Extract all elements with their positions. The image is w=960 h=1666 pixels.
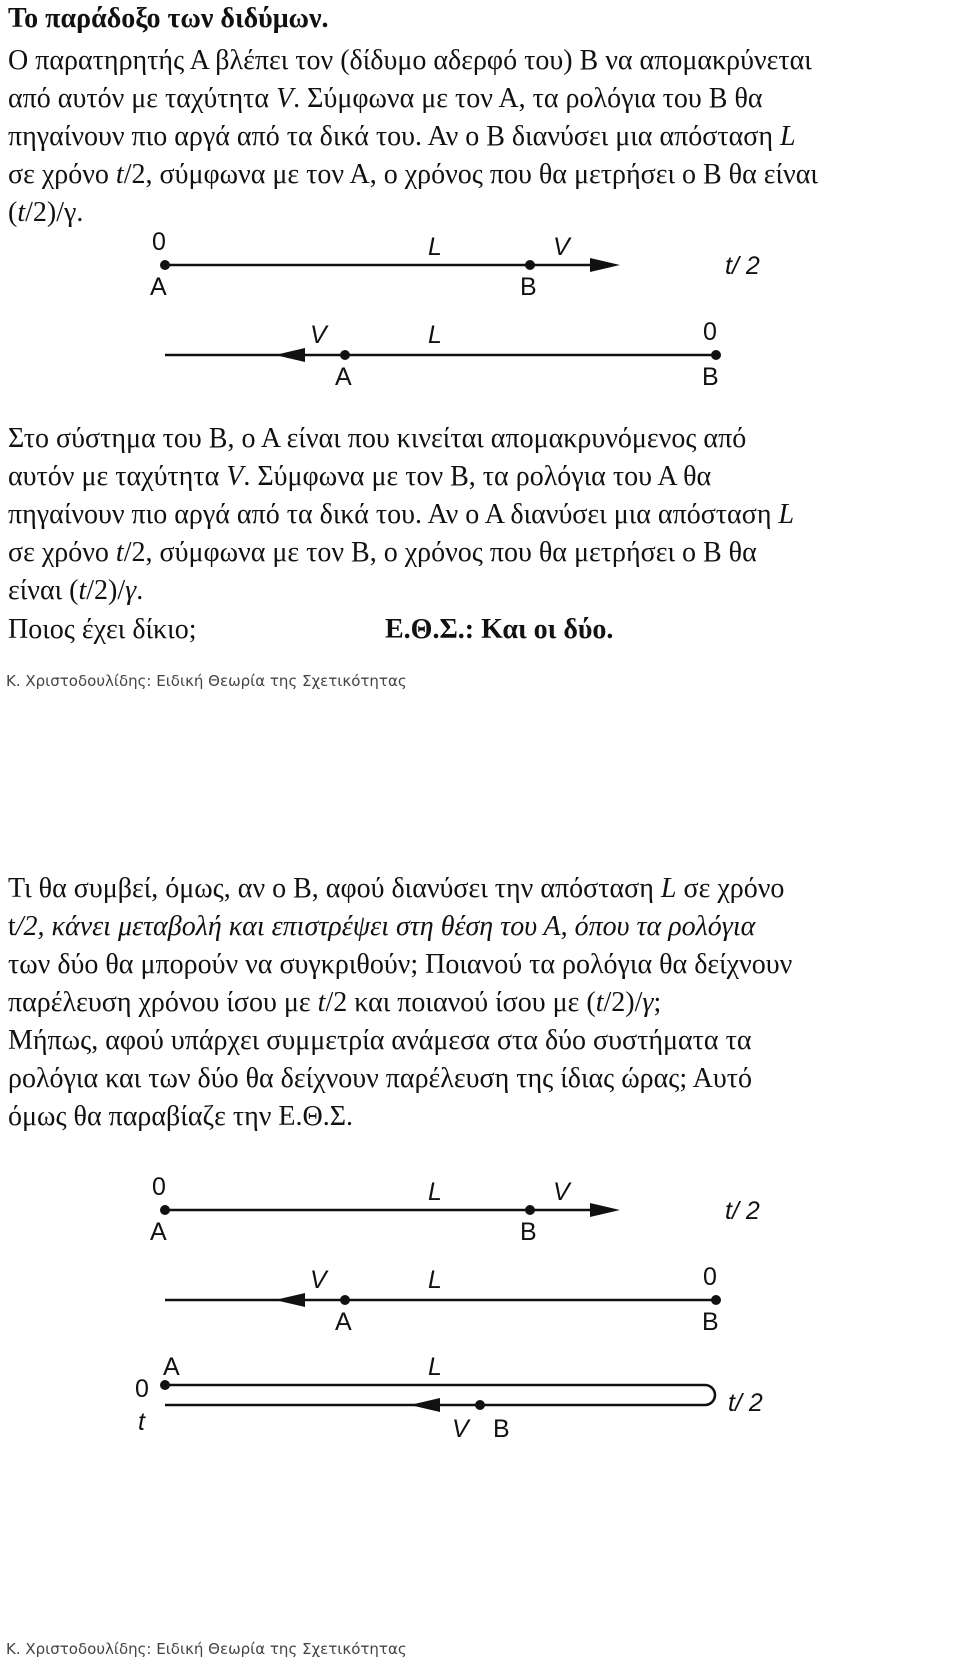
symbol-italic: t [115,537,124,568]
label-A: A [335,363,352,391]
point-B [525,1205,535,1215]
label-zero: 0 [135,1375,149,1403]
text-span: Τι θα συμβεί, όμως, αν ο Β, αφού διανύσει την απόσταση [8,873,661,904]
text-span: ρολόγια και των δύο θα δείχνουν παρέλευση της ίδιας ώρας; Αυτό [8,1063,752,1094]
label-V: V [310,1266,327,1294]
label-B: B [493,1415,510,1443]
text-span: πηγαίνουν πιο αργά από τα δικά του. Αν ο Β διανύσει μια απόσταση [8,121,781,152]
label-B: B [702,1308,719,1336]
symbol-italic: γ [125,575,137,606]
label-B: B [520,273,537,301]
question-text: Ποιος έχει δίκιο; [8,614,197,645]
label-L: L [428,1353,442,1381]
text-span: . Σύμφωνα με τον Β, τα ρολόγια του Α θα [243,461,712,492]
symbol-italic: L [778,499,795,530]
arrow-left [275,348,305,362]
label-zero: 0 [703,318,717,346]
text-line [8,572,143,610]
label-L: L [428,233,442,261]
symbol-italic: t [595,987,604,1018]
label-t-half: t/ 2 [728,1389,763,1417]
label-V: V [310,321,327,349]
point-B [711,1295,721,1305]
text-line [8,458,711,496]
label-A: A [150,1218,167,1246]
text-line [8,1060,752,1098]
text-span: /2)/ [603,987,643,1018]
point-A [340,1295,350,1305]
symbol-italic: t [115,159,124,190]
arrow-left [410,1398,440,1412]
label-t-half: t/ 2 [725,252,760,280]
symbol-italic: L [660,873,677,904]
symbol-italic: t [317,987,326,1018]
text-span: . Σύμφωνα με τον Α, τα ρολόγια του Β θα [293,83,763,114]
arrow-right [590,258,620,272]
symbol-italic: t [78,575,87,606]
text-span: από αυτόν με ταχύτητα [8,83,277,114]
label-B: B [702,363,719,391]
answer-text: Ε.Θ.Σ.: Και οι δύο. [385,614,614,645]
point-A [160,1380,170,1390]
label-L: L [428,321,442,349]
text-span: Ο παρατηρητής Α βλέπει τον (δίδυμο αδερφό του) Β να απομακρύνεται [8,45,812,76]
text-span: ; [653,987,662,1018]
label-V: V [452,1415,469,1443]
text-span: ( [8,197,18,228]
text-line [8,420,746,458]
text-span: /2)/γ. [25,197,84,228]
point-B [711,350,721,360]
label-zero: 0 [152,1175,166,1201]
label-B: B [520,1218,537,1246]
slide1-title: Το παράδοξο των διδύμων. [8,3,329,34]
text-span: σε χρόνο [8,159,116,190]
label-A: A [163,1353,180,1381]
slide1-diagram [0,230,960,420]
text-span: /2)/ [86,575,126,606]
label-t-half: t/ 2 [725,1197,760,1225]
text-line [8,42,812,80]
symbol-italic: γ [642,987,654,1018]
label-L: L [428,1178,442,1206]
point-B [525,260,535,270]
text-span: t [8,911,16,942]
slide2-diagram [0,1175,960,1465]
footer: Κ. Χριστοδουλίδης: Ειδική Θεωρία της Σχετικότητας [6,1640,407,1658]
symbol-italic: /2, κάνει μεταβολή και επιστρέψει στη θέση του Α, όπου τα ρολόγια [15,911,756,942]
symbol-italic: V [226,461,244,492]
point-A [160,260,170,270]
text-line [8,156,818,194]
text-span: Μήπως, αφού υπάρχει συμμετρία ανάμεσα στα δύο συστήματα τα [8,1025,752,1056]
point-B [475,1400,485,1410]
label-A: A [335,1308,352,1336]
text-span: παρέλευση χρόνου ίσου με [8,987,318,1018]
text-span: αυτόν με ταχύτητα [8,461,227,492]
text-line [8,1098,353,1136]
footer: Κ. Χριστοδουλίδης: Ειδική Θεωρία της Σχετικότητας [6,672,407,690]
text-span: . [136,575,144,606]
text-line [8,80,763,118]
symbol-italic: V [276,83,294,114]
text-line [8,534,757,572]
text-span: σε χρόνο [676,873,785,904]
text-span: Στο σύστημα του Β, ο Α είναι που κινείται απομακρυνόμενος από [8,423,747,454]
symbol-italic: L [780,121,796,152]
text-span: σε χρόνο [8,537,116,568]
text-span: /2 και ποιανού ίσου με ( [325,987,596,1018]
text-line [8,496,794,534]
text-line [8,908,755,946]
arrow-right [590,1203,620,1217]
label-zero: 0 [152,230,166,256]
label-zero: 0 [703,1263,717,1291]
text-span: είναι ( [8,575,79,606]
text-span: πηγαίνουν πιο αργά από τα δικά του. Αν ο Α διανύσει μια απόσταση [8,499,779,530]
text-span: /2, σύμφωνα με τον Β, ο χρόνος που θα μετρήσει ο Β θα [123,537,757,568]
label-t: t [138,1408,145,1436]
point-A [340,350,350,360]
label-A: A [150,273,167,301]
label-V: V [553,233,570,261]
text-span: όμως θα παραβίαζε την Ε.Θ.Σ. [8,1101,354,1132]
label-V: V [553,1178,570,1206]
text-line [8,946,792,984]
label-L: L [428,1266,442,1294]
text-line [8,1022,752,1060]
text-line [8,984,661,1022]
text-span: των δύο θα μπορούν να συγκριθούν; Ποιανού τα ρολόγια θα δείχνουν [8,949,793,980]
symbol-italic: t [17,197,26,228]
text-line [8,118,796,156]
point-A [160,1205,170,1215]
text-span: /2, σύμφωνα με τον Α, ο χρόνος που θα μετρήσει ο Β θα είναι [123,159,818,190]
arrow-left [275,1293,305,1307]
text-line [8,870,784,908]
text-line [8,194,83,232]
